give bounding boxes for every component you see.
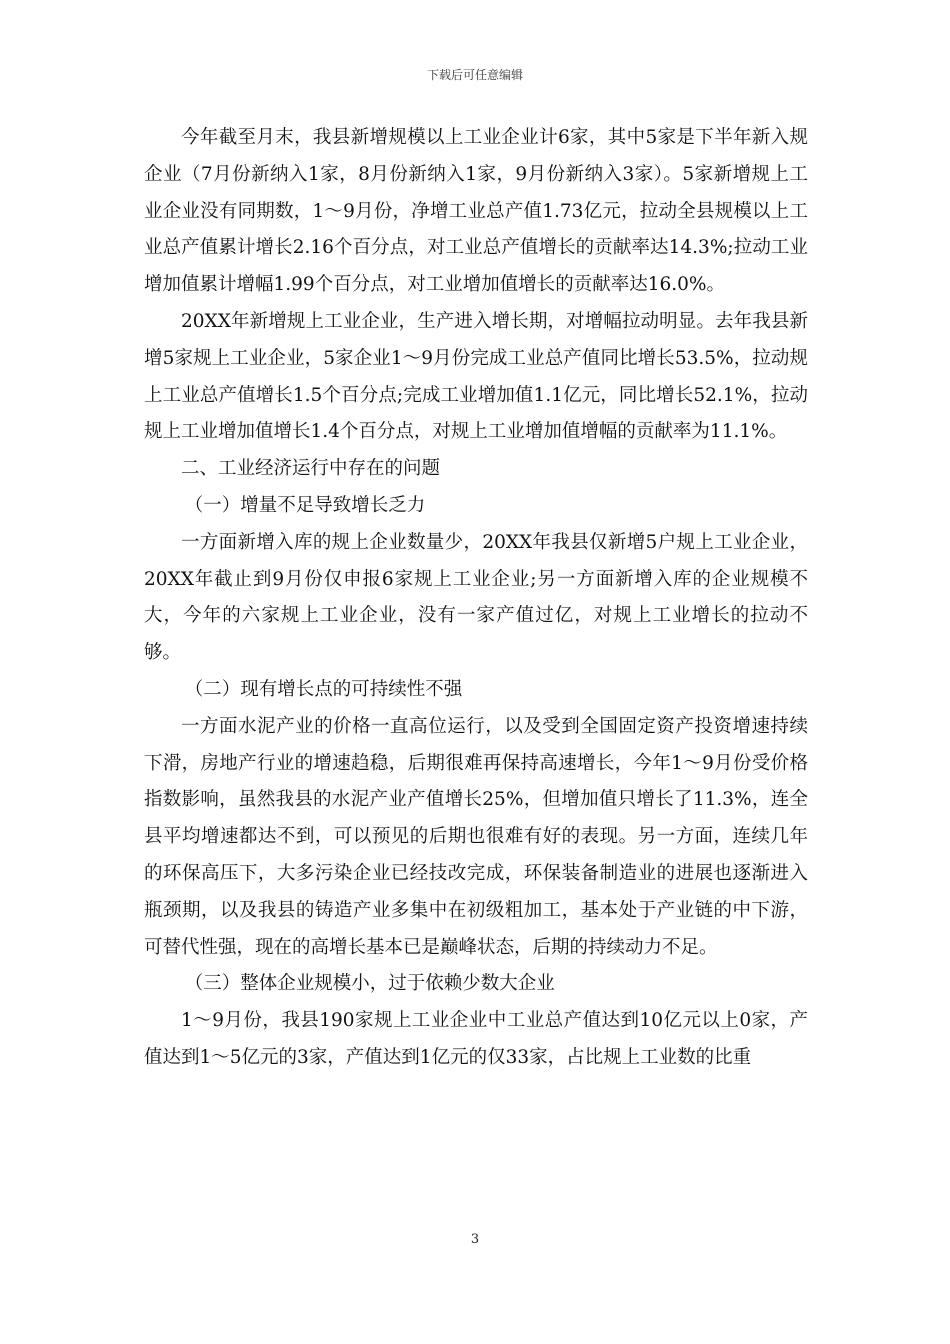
paragraph-growth-period: 20XX年新增规上工业企业，生产进入增长期，对增幅拉动明显。去年我县新增5家规上工业企业，5家企业1～9月份完成工业总产值同比增长53.5%，拉动规上工业总产值增长1.5个百分点;完成工业增加值1.1亿元，同比增长52.1%，拉动规上工业增加值增长1.4个百分点，对规上工业增加值增幅的贡献率为11.1%。	[144, 310, 808, 443]
paragraph-insufficient-increment: 一方面新增入库的规上企业数量少，20XX年我县仅新增5户规上工业企业，20XX年截止到9月份仅申报6家规上工业企业;另一方面新增入库的企业规模不大，今年的六家规上工业企业，没有一家产值过亿，对规上工业增长的拉动不够。	[144, 531, 808, 664]
paragraph-enterprise-scale: 1～9月份，我县190家规上工业企业中工业总产值达到10亿元以上0家，产值达到1～5亿元的3家，产值达到1亿元的仅33家，占比规上工业数的比重	[144, 1010, 808, 1068]
paragraph-new-enterprises: 今年截至月末，我县新增规模以上工业企业计6家，其中5家是下半年新入规企业（7月份新纳入1家，8月份新纳入1家，9月份新纳入3家）。5家新增规上工业企业没有同期数，1～9月份，净增工业总产值1.73亿元，拉动全县规模以上工业总产值累计增长2.16个百分点，对工业总产值增长的贡献率达14.3%;拉动工业增加值累计增幅1.99个百分点，对工业增加值增长的贡献率达16.0%。	[144, 127, 808, 296]
subheading-insufficient-increment: （一）增量不足导致增长乏力	[184, 494, 426, 516]
document-body	[144, 120, 808, 1077]
subheading-enterprise-scale: （三）整体企业规模小，过于依赖少数大企业	[184, 973, 555, 995]
subheading-sustainability: （二）现有增长点的可持续性不强	[184, 678, 463, 700]
page-number: 3	[470, 1232, 480, 1247]
paragraph-sustainability: 一方面水泥产业的价格一直高位运行，以及受到全国固定资产投资增速持续下滑，房地产行业的增速趋稳，后期很难再保持高速增长，今年1～9月份受价格指数影响，虽然我县的水泥产业产值增长25%，但增加值只增长了11.3%，连全县平均增速都达不到，可以预见的后期也很难有好的表现。另一方面，连续几年的环保高压下，大多污染企业已经技改完成，环保装备制造业的进展也逐渐进入瓶颈期，以及我县的铸造产业多集中在初级粗加工，基本处于产业链的中下游，可替代性强，现在的高增长基本已是巅峰状态，后期的持续动力不足。	[144, 715, 808, 958]
page-header: 下载后可任意编辑	[426, 68, 523, 82]
section-heading-problems: 二、工业经济运行中存在的问题	[181, 458, 441, 480]
